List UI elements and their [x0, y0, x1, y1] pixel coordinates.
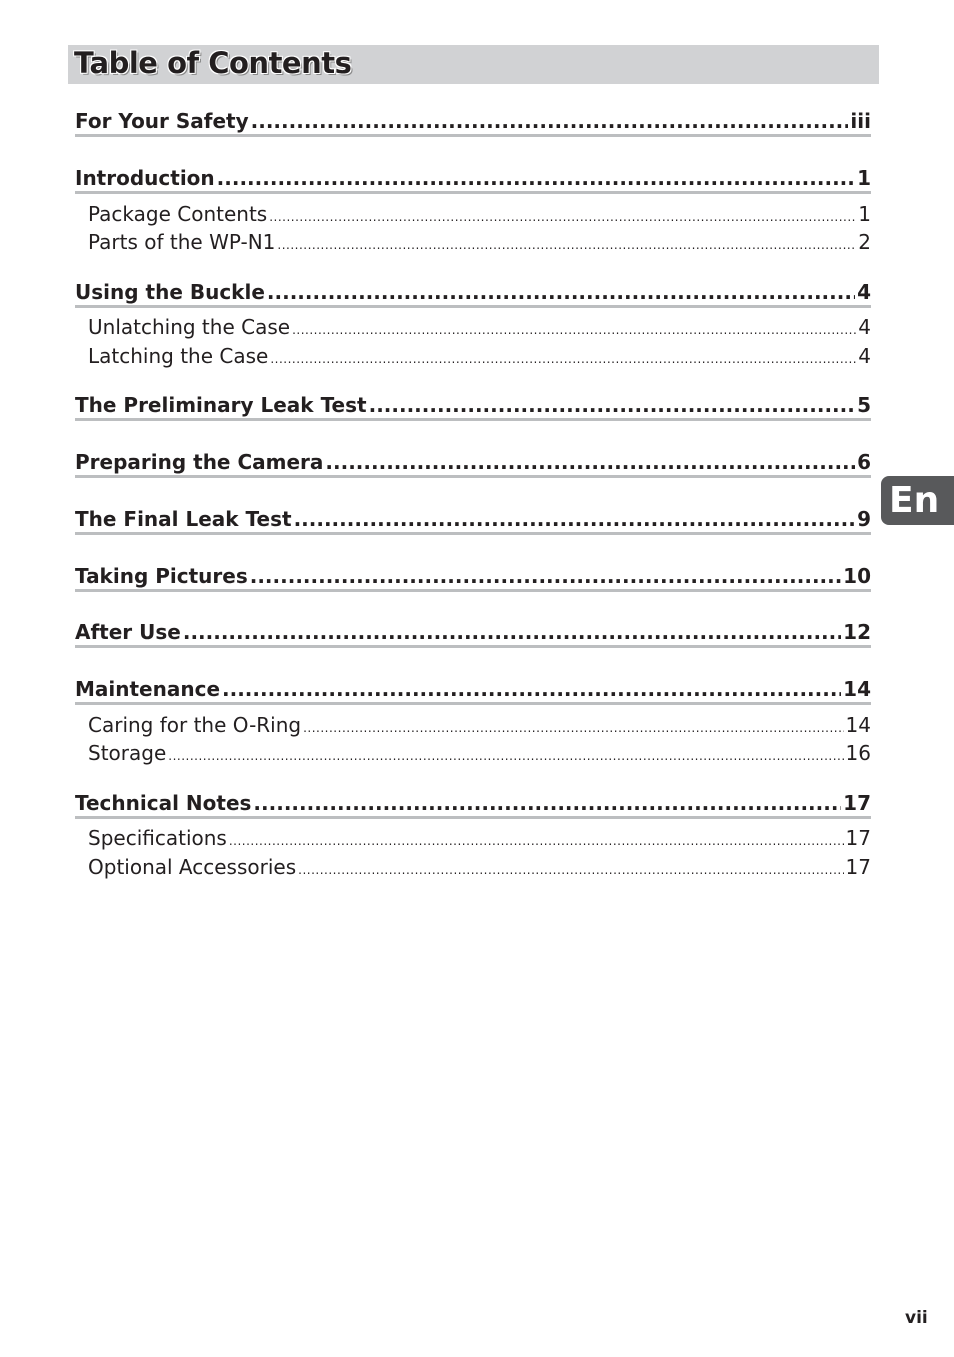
dot-leader [298, 853, 843, 881]
toc-section-preparing-the-camera[interactable] [75, 448, 871, 476]
dot-leader [303, 711, 843, 739]
section-rule [75, 305, 871, 308]
toc-subsection-page: 1 [858, 202, 871, 226]
toc-subsection-title: Storage [88, 741, 167, 765]
toc-subsection-parts-of-the-wp-n1[interactable] [88, 228, 871, 256]
toc-section-page: 4 [857, 280, 871, 304]
toc-subsection-page: 17 [845, 826, 871, 850]
dot-leader [369, 391, 855, 419]
toc-section-for-your-safety[interactable] [75, 107, 871, 135]
toc-subsection-title: Latching the Case [88, 344, 269, 368]
dot-leader [277, 228, 856, 256]
toc-section-page: 14 [843, 677, 871, 701]
toc-subsection-optional-accessories[interactable] [88, 853, 871, 881]
toc-section-page: 5 [857, 393, 871, 417]
section-rule [75, 418, 871, 421]
dot-leader [217, 164, 855, 192]
toc-subsection-page: 16 [845, 741, 871, 765]
toc-section-page: 9 [857, 507, 871, 531]
section-rule [75, 475, 871, 478]
toc-section-title: Maintenance [75, 677, 221, 701]
toc-subsection-page: 4 [858, 315, 871, 339]
page-number: vii [905, 1308, 928, 1328]
toc-section-title: For Your Safety [75, 109, 249, 133]
toc-section-after-use[interactable] [75, 618, 871, 646]
section-rule [75, 191, 871, 194]
toc-subsection-page: 17 [845, 855, 871, 879]
toc-subsection-storage[interactable] [88, 739, 871, 767]
section-rule [75, 816, 871, 819]
toc-subsection-title: Package Contents [88, 202, 268, 226]
toc-section-title: Using the Buckle [75, 280, 265, 304]
toc-section-the-final-leak-test[interactable] [75, 505, 871, 533]
toc-section-maintenance[interactable] [75, 675, 871, 703]
toc-section-introduction[interactable] [75, 164, 871, 192]
dot-leader [269, 200, 856, 228]
dot-leader [294, 505, 856, 533]
toc-subsection-specifications[interactable] [88, 824, 871, 852]
section-rule [75, 532, 871, 535]
toc-subsection-package-contents[interactable] [88, 200, 871, 228]
dot-leader [229, 824, 844, 852]
toc-section-title: Taking Pictures [75, 564, 248, 588]
toc-section-page: 1 [857, 166, 871, 190]
toc-section-the-preliminary-leak-test[interactable] [75, 391, 871, 419]
section-rule [75, 645, 871, 648]
dot-leader [292, 313, 856, 341]
dot-leader [325, 448, 855, 476]
language-tab-label: En [889, 480, 940, 521]
dot-leader [270, 342, 856, 370]
toc-subsection-title: Caring for the O-Ring [88, 713, 302, 737]
toc-subsection-title: Optional Accessories [88, 855, 297, 879]
toc-section-page: 10 [843, 564, 871, 588]
toc-subsection-title: Unlatching the Case [88, 315, 291, 339]
toc-subsection-title: Parts of the WP-N1 [88, 230, 276, 254]
language-tab [881, 476, 954, 525]
toc-section-title: Preparing the Camera [75, 450, 324, 474]
dot-leader [168, 739, 843, 767]
toc-subsection-caring-for-the-o-ring[interactable] [88, 711, 871, 739]
page-title: Table of Contents [74, 46, 352, 80]
toc-subsection-latching-the-case[interactable] [88, 342, 871, 370]
dot-leader [222, 675, 841, 703]
dot-leader [267, 278, 855, 306]
toc-section-title: Technical Notes [75, 791, 252, 815]
title-bar [68, 45, 879, 84]
toc-subsection-unlatching-the-case[interactable] [88, 313, 871, 341]
toc-section-using-the-buckle[interactable] [75, 278, 871, 306]
section-rule [75, 702, 871, 705]
dot-leader [183, 618, 841, 646]
toc-subsection-page: 14 [845, 713, 871, 737]
toc-section-title: Introduction [75, 166, 215, 190]
toc-section-page: 12 [843, 620, 871, 644]
toc-section-taking-pictures[interactable] [75, 562, 871, 590]
toc-section-page: 6 [857, 450, 871, 474]
dot-leader [250, 562, 841, 590]
dot-leader [253, 789, 841, 817]
section-rule [75, 589, 871, 592]
toc-subsection-page: 2 [858, 230, 871, 254]
toc-section-title: After Use [75, 620, 181, 644]
toc-section-page: 17 [843, 791, 871, 815]
toc-section-technical-notes[interactable] [75, 789, 871, 817]
toc-subsection-page: 4 [858, 344, 871, 368]
section-rule [75, 134, 871, 137]
toc-section-title: The Preliminary Leak Test [75, 393, 367, 417]
toc-section-title: The Final Leak Test [75, 507, 292, 531]
toc-subsection-title: Specifications [88, 826, 227, 850]
toc-section-page: iii [850, 109, 871, 133]
dot-leader [251, 107, 849, 135]
